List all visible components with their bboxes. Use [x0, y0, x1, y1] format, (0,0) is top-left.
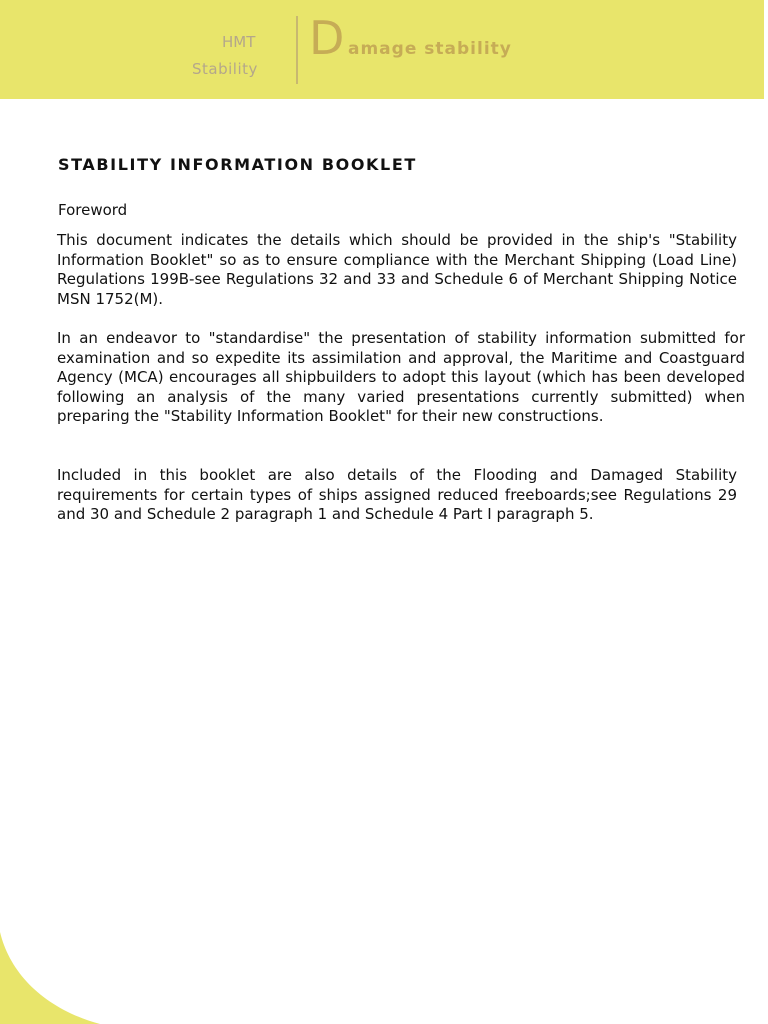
paragraph-3: Included in this booklet are also details of the Flooding and Damaged Stability requirements for certain types of ships assigned reduced freeboards;see Regulations 29 and 30 and Schedule 2 paragraph 1 and Schedule 4 Part I paragraph 5.: [57, 466, 737, 523]
header-title-initial: D: [309, 11, 345, 65]
header-stability-label: Stability: [192, 60, 258, 78]
page-heading: STABILITY INFORMATION BOOKLET: [58, 155, 417, 174]
header-hmt-label: HMT: [222, 33, 256, 51]
header-edge: [764, 0, 768, 99]
corner-decoration: [0, 914, 110, 1024]
foreword-label: Foreword: [58, 201, 128, 219]
corner-shape: [0, 914, 110, 1024]
paragraph-1: This document indicates the details which should be provided in the ship's "Stability Information Booklet" so as to ensure compliance with the Merchant Shipping (Load Line) Regulations 199B-see Regulations 32 and 33 and Schedule 6 of Merchant Shipping Notice MSN 1752(M).: [57, 231, 737, 308]
header-divider: [296, 16, 298, 84]
paragraph-2: In an endeavor to "standardise" the presentation of stability information submitted for examination and so expedite its assimilation and approval, the Maritime and Coastguard Agency (MCA) encourages all shipbuilders to adopt this layout (which has been developed following an analysis of the many varied presentations currently submitted) when preparing the "Stability Information Booklet" for their new constructions.: [57, 329, 745, 425]
header-title: amage stability: [348, 39, 512, 59]
